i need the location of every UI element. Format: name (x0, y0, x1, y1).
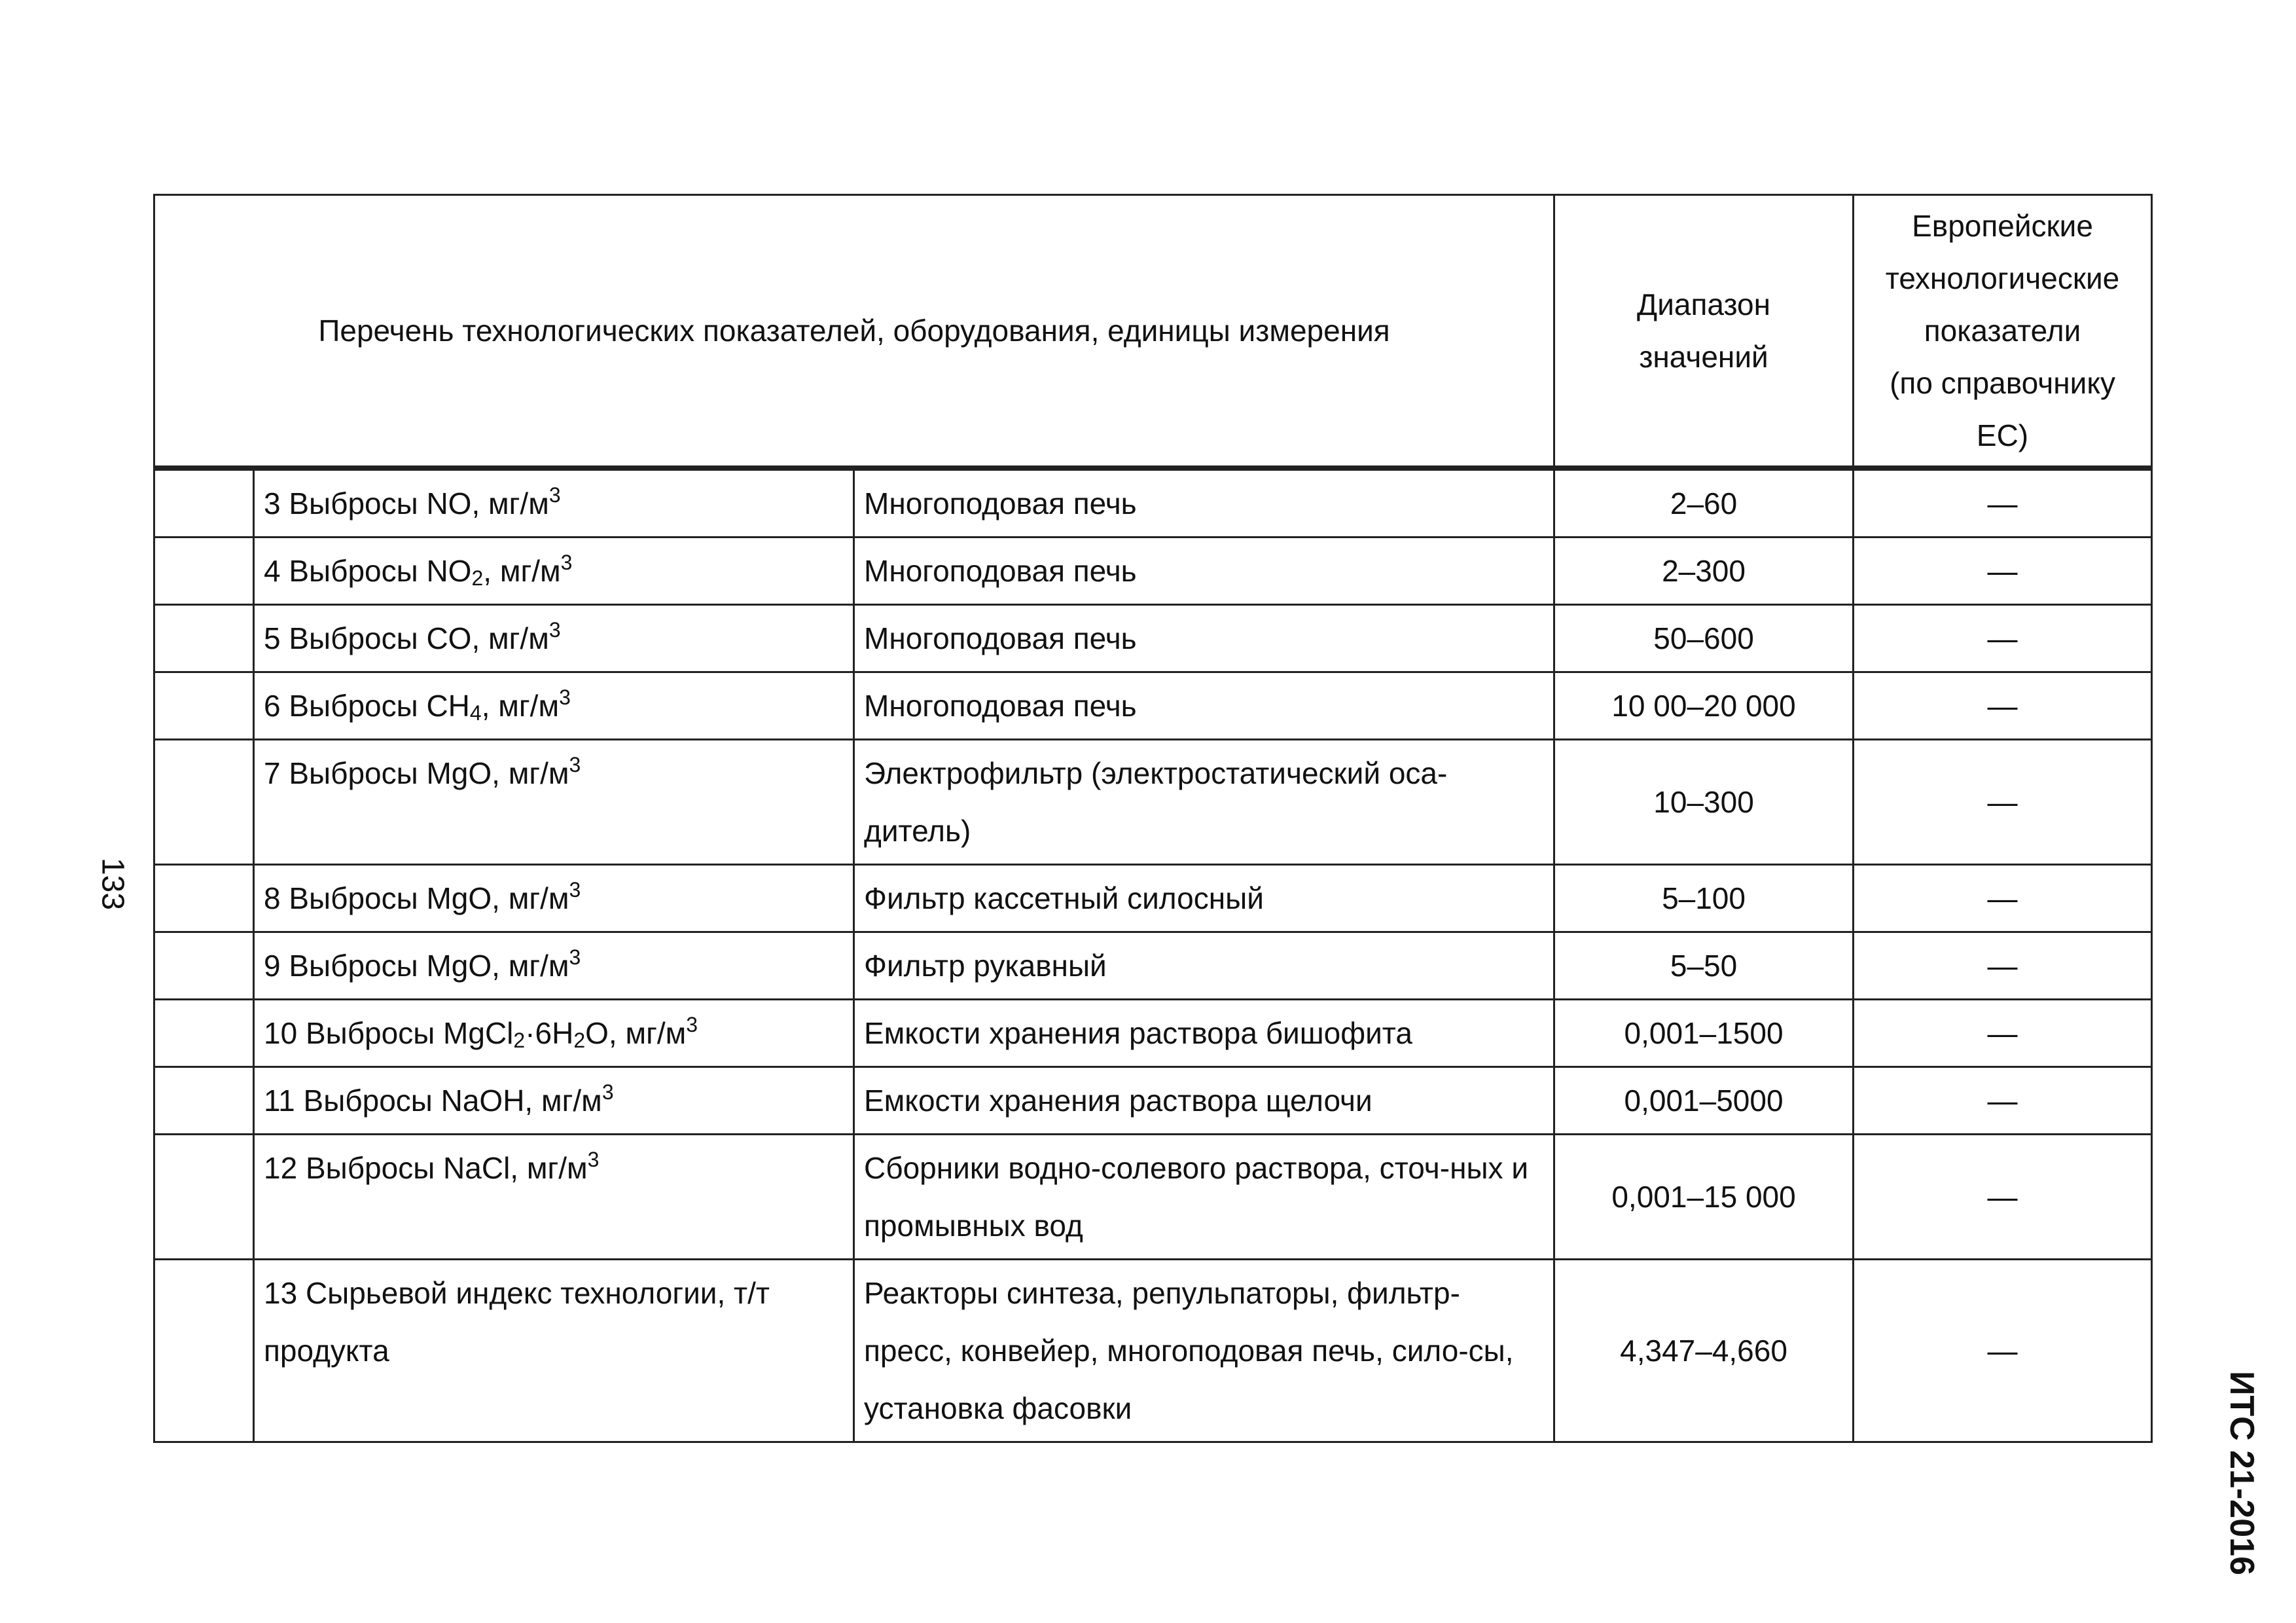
table-row (154, 672, 2152, 740)
row-blank-cell (154, 468, 254, 538)
indicator-text: 3 Выбросы NO, мг/м (264, 486, 549, 520)
indicator-text: 6 Выбросы CH (264, 689, 470, 723)
indicator-text: 5 Выбросы CO, мг/м (264, 621, 549, 655)
table-body (154, 468, 2152, 1442)
unit-superscript: 3 (548, 483, 561, 507)
equipment-cell: Многоподовая печь (854, 672, 1554, 740)
row-blank-cell (154, 538, 254, 605)
range-cell: 5–100 (1554, 865, 1854, 932)
eu-cell: — (1854, 1000, 2152, 1067)
unit-superscript: 3 (686, 1013, 698, 1036)
equipment-cell: Фильтр рукавный (854, 932, 1554, 1000)
header-eu: Европейские технологические показатели (по справочнику ЕС) (1854, 195, 2152, 469)
row-blank-cell (154, 932, 254, 1000)
table-row (154, 538, 2152, 605)
unit-superscript: 3 (601, 1080, 614, 1104)
indicator-cell (254, 1000, 854, 1067)
equipment-cell: Емкости хранения раствора щелочи (854, 1067, 1554, 1135)
range-cell: 0,001–15 000 (1554, 1135, 1854, 1260)
table-row (154, 932, 2152, 1000)
indicator-cell (254, 1135, 854, 1260)
eu-cell: — (1854, 468, 2152, 538)
row-blank-cell (154, 605, 254, 672)
indicator-cell (254, 538, 854, 605)
equipment-cell: Реакторы синтеза, репульпаторы, фильтр-пресс, конвейер, многоподовая печь, сило-сы, установка фасовки (854, 1260, 1554, 1442)
range-cell: 10–300 (1554, 740, 1854, 865)
indicator-cell (254, 1260, 854, 1442)
indicator-cell (254, 672, 854, 740)
eu-cell: — (1854, 1260, 2152, 1442)
eu-cell: — (1854, 1067, 2152, 1135)
unit-superscript: 3 (569, 878, 581, 902)
equipment-cell: Многоподовая печь (854, 468, 1554, 538)
indicator-text: 11 Выбросы NaOH, мг/м (264, 1084, 602, 1118)
range-cell: 2–60 (1554, 468, 1854, 538)
unit-superscript: 3 (559, 685, 571, 709)
unit-superscript: 3 (587, 1148, 600, 1171)
range-cell: 10 00–20 000 (1554, 672, 1854, 740)
header-list: Перечень технологических показателей, оборудования, единицы измерения (154, 195, 1554, 469)
document-code-text: ИТС 21-2016 (2223, 1371, 2261, 1575)
indicator-text: 12 Выбросы NaCl, мг/м (264, 1151, 588, 1185)
range-cell: 5–50 (1554, 932, 1854, 1000)
formula-subscript: 2 (471, 566, 484, 590)
indicator-cell (254, 1067, 854, 1135)
range-cell: 0,001–5000 (1554, 1067, 1854, 1135)
row-blank-cell (154, 740, 254, 865)
indicator-cell (254, 865, 854, 932)
range-cell: 4,347–4,660 (1554, 1260, 1854, 1442)
indicator-text: 13 Сырьевой индекс технологии, т/т продукта (264, 1276, 770, 1368)
unit-superscript: 3 (548, 618, 561, 642)
table-row (154, 865, 2152, 932)
row-blank-cell (154, 865, 254, 932)
table-row (154, 1260, 2152, 1442)
indicator-text: , мг/м (483, 554, 561, 588)
indicator-cell (254, 740, 854, 865)
equipment-cell: Фильтр кассетный силосный (854, 865, 1554, 932)
indicator-text: 7 Выбросы MgO, мг/м (264, 756, 569, 790)
eu-cell: — (1854, 740, 2152, 865)
range-cell: 2–300 (1554, 538, 1854, 605)
indicators-table (153, 194, 2153, 1443)
eu-cell: — (1854, 605, 2152, 672)
equipment-cell: Емкости хранения раствора бишофита (854, 1000, 1554, 1067)
table-row (154, 740, 2152, 865)
equipment-cell: Многоподовая печь (854, 605, 1554, 672)
table-row (154, 605, 2152, 672)
range-cell: 0,001–1500 (1554, 1000, 1854, 1067)
range-cell: 50–600 (1554, 605, 1854, 672)
indicator-cell (254, 605, 854, 672)
eu-cell: — (1854, 538, 2152, 605)
indicator-cell (254, 468, 854, 538)
formula-subscript: 2 (573, 1029, 586, 1052)
row-blank-cell (154, 1067, 254, 1135)
indicator-text: 10 Выбросы MgCl (264, 1016, 514, 1050)
indicator-text: 4 Выбросы NO (264, 554, 472, 588)
eu-cell: — (1854, 865, 2152, 932)
header-range: Диапазон значений (1554, 195, 1854, 469)
row-blank-cell (154, 672, 254, 740)
unit-superscript: 3 (569, 945, 581, 969)
indicator-text: O, мг/м (585, 1016, 687, 1050)
table-row (154, 1135, 2152, 1260)
formula-subscript: 2 (513, 1029, 526, 1052)
equipment-cell: Сборники водно-солевого раствора, сточ-ных и промывных вод (854, 1135, 1554, 1260)
table-row (154, 468, 2152, 538)
unit-superscript: 3 (569, 753, 581, 776)
equipment-cell: Электрофильтр (электростатический оса-дитель) (854, 740, 1554, 865)
row-blank-cell (154, 1000, 254, 1067)
indicator-text: ·6H (525, 1016, 574, 1050)
formula-subscript: 4 (469, 701, 482, 725)
row-blank-cell (154, 1135, 254, 1260)
row-blank-cell (154, 1260, 254, 1442)
eu-cell: — (1854, 672, 2152, 740)
table-row (154, 1067, 2152, 1135)
unit-superscript: 3 (560, 551, 573, 574)
page-number-text: 133 (95, 857, 130, 911)
indicator-cell (254, 932, 854, 1000)
table-header-row (154, 195, 2152, 469)
table-row (154, 1000, 2152, 1067)
equipment-cell: Многоподовая печь (854, 538, 1554, 605)
indicator-text: 8 Выбросы MgO, мг/м (264, 881, 569, 915)
eu-cell: — (1854, 1135, 2152, 1260)
eu-cell: — (1854, 932, 2152, 1000)
indicator-text: 9 Выбросы MgO, мг/м (264, 949, 569, 983)
indicator-text: , мг/м (481, 689, 560, 723)
